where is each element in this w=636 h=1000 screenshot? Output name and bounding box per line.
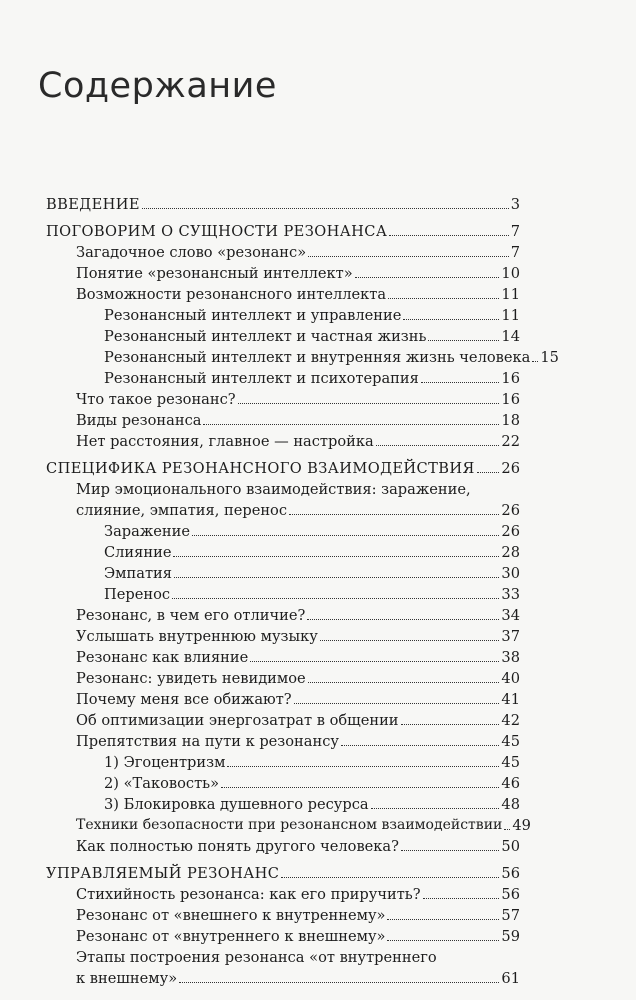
page-title: Содержание [38, 66, 277, 106]
toc-entry-page: 34 [501, 607, 520, 624]
toc-entry-title: Как полностью понять другого человека? [76, 838, 399, 855]
toc-leader-dots [203, 423, 499, 425]
toc-entry [76, 946, 437, 966]
toc-leader-dots [477, 471, 500, 473]
toc-leader-dots [281, 876, 499, 878]
toc-entry-title: ПОГОВОРИМ О СУЩНОСТИ РЕЗОНАНСА [46, 223, 388, 240]
toc-entry [104, 304, 520, 324]
toc-entry-page: 7 [510, 223, 520, 240]
toc-leader-dots [532, 360, 538, 362]
toc-leader-dots [289, 513, 499, 515]
toc-entry-page: 26 [501, 523, 520, 540]
toc-entry-title: Этапы построения резонанса «от внутреннего [76, 949, 437, 966]
toc-entry-title: Резонансный интеллект и внутренняя жизнь человека [104, 349, 531, 366]
toc-entry-page: 50 [501, 838, 520, 855]
toc-entry-title: Техники безопасности при резонансном взаимодействии [76, 817, 503, 833]
toc-leader-dots [308, 681, 500, 683]
toc-entry-page: 26 [501, 460, 520, 477]
toc-leader-dots [294, 702, 500, 704]
toc-entry [104, 793, 520, 813]
toc-entry [104, 325, 520, 345]
toc-leader-dots [401, 849, 499, 851]
toc-entry-page: 11 [501, 286, 520, 303]
toc-leader-dots [307, 618, 499, 620]
toc-leader-dots [142, 207, 509, 209]
toc-entry [104, 562, 520, 582]
toc-entry-page: 15 [540, 349, 559, 366]
toc-entry-page: 49 [512, 817, 531, 834]
toc-leader-dots [504, 828, 510, 830]
toc-entry [104, 367, 520, 387]
toc-entry-title: к внешнему» [76, 970, 178, 987]
toc-leader-dots [308, 255, 509, 257]
toc-leader-dots [192, 534, 499, 536]
toc-entry [76, 904, 520, 924]
toc-entry [104, 541, 520, 561]
toc-leader-dots [250, 660, 499, 662]
toc-entry-title: Резонанс от «внутреннего к внешнему» [76, 928, 386, 945]
toc-entry-page: 16 [501, 391, 520, 408]
toc-entry-title: Стихийность резонанса: как его приручить? [76, 886, 421, 903]
toc-entry [76, 283, 520, 303]
toc-entry-page: 16 [501, 370, 520, 387]
toc-entry [76, 814, 531, 834]
toc-leader-dots [174, 576, 499, 578]
toc-entry-page: 56 [501, 886, 520, 903]
toc-entry [104, 346, 559, 366]
toc-leader-dots [238, 402, 500, 404]
toc-entry-page: 45 [501, 754, 520, 771]
toc-leader-dots [173, 555, 499, 557]
toc-leader-dots [401, 723, 500, 725]
toc-entry-title: Мир эмоционального взаимодействия: заражение, [76, 481, 471, 498]
toc-entry-title: Резонанс от «внешнего к внутреннему» [76, 907, 386, 924]
toc-entry-title: Слияние [104, 544, 172, 561]
toc-entry-title: Резонанс как влияние [76, 649, 249, 666]
toc-entry-page: 26 [501, 502, 520, 519]
toc-entry-page: 28 [501, 544, 520, 561]
toc-leader-dots [172, 597, 499, 599]
toc-entry [76, 430, 520, 450]
toc-leader-dots [376, 444, 500, 446]
toc-entry [76, 409, 520, 429]
toc-entry-page: 59 [501, 928, 520, 945]
toc-entry-page: 11 [501, 307, 520, 324]
toc-entry-page: 61 [501, 970, 520, 987]
toc-leader-dots [179, 981, 499, 983]
toc-entry [76, 262, 520, 282]
toc-leader-dots [387, 918, 499, 920]
toc-entry-title: Загадочное слово «резонанс» [76, 244, 307, 261]
toc-entry [76, 499, 520, 519]
toc-entry-title: Резонанс, в чем его отличие? [76, 607, 306, 624]
toc-entry-title: Резонансный интеллект и управление [104, 307, 402, 324]
toc-entry-page: 42 [501, 712, 520, 729]
toc-entry-page: 10 [501, 265, 520, 282]
toc-entry-title: Нет расстояния, главное — настройка [76, 433, 374, 450]
toc-entry-page: 3 [510, 196, 520, 213]
toc-entry [76, 604, 520, 624]
toc-entry-page: 22 [501, 433, 520, 450]
toc-entry [76, 730, 520, 750]
toc-entry-title: Перенос [104, 586, 171, 603]
toc-entry [76, 688, 520, 708]
toc-entry-page: 57 [501, 907, 520, 924]
toc-leader-dots [423, 897, 500, 899]
toc-entry-page: 38 [501, 649, 520, 666]
toc-entry-title: 2) «Таковость» [104, 775, 220, 792]
toc-entry-title: Резонансный интеллект и психотерапия [104, 370, 419, 387]
toc-entry-page: 56 [501, 865, 520, 882]
toc-entry [76, 388, 520, 408]
toc-entry [46, 193, 520, 213]
toc-leader-dots [320, 639, 500, 641]
toc-entry-title: 3) Блокировка душевного ресурса [104, 796, 369, 813]
toc-entry [46, 457, 520, 477]
toc-entry-page: 46 [501, 775, 520, 792]
toc-entry-title: Возможности резонансного интеллекта [76, 286, 387, 303]
toc-entry-page: 48 [501, 796, 520, 813]
toc-entry [76, 967, 520, 987]
toc-entry [46, 862, 520, 882]
toc-leader-dots [371, 807, 500, 809]
toc-entry-page: 18 [501, 412, 520, 429]
toc-entry [76, 835, 520, 855]
toc-entry [76, 646, 520, 666]
toc-entry [76, 625, 520, 645]
toc-entry [76, 925, 520, 945]
toc-entry-title: Услышать внутреннюю музыку [76, 628, 318, 645]
toc-entry [104, 751, 520, 771]
toc-leader-dots [341, 744, 499, 746]
toc-entry [76, 478, 471, 498]
toc-entry-title: Резонанс: увидеть невидимое [76, 670, 306, 687]
toc-entry-page: 33 [501, 586, 520, 603]
toc-entry [46, 220, 520, 240]
toc-entry [104, 583, 520, 603]
toc-entry [76, 241, 520, 261]
toc-entry-title: Эмпатия [104, 565, 172, 582]
toc-leader-dots [428, 339, 499, 341]
toc-entry-page: 40 [501, 670, 520, 687]
toc-leader-dots [387, 939, 499, 941]
toc-entry [76, 667, 520, 687]
toc-entry-title: ВВЕДЕНИЕ [46, 196, 140, 213]
toc-entry-title: Почему меня все обижают? [76, 691, 292, 708]
toc-entry [104, 772, 520, 792]
toc-leader-dots [355, 276, 500, 278]
toc-entry-page: 14 [501, 328, 520, 345]
toc-leader-dots [388, 297, 499, 299]
toc-entry-title: слияние, эмпатия, перенос [76, 502, 288, 519]
toc-entry-title: УПРАВЛЯЕМЫЙ РЕЗОНАНС [46, 865, 280, 882]
toc-entry [104, 520, 520, 540]
toc-entry-title: Что такое резонанс? [76, 391, 236, 408]
toc-entry-title: СПЕЦИФИКА РЕЗОНАНСНОГО ВЗАИМОДЕЙСТВИЯ [46, 460, 475, 477]
toc-entry [76, 709, 520, 729]
toc-entry-title: Заражение [104, 523, 190, 540]
toc-entry-page: 45 [501, 733, 520, 750]
toc-leader-dots [221, 786, 499, 788]
toc-entry-title: Виды резонанса [76, 412, 202, 429]
toc-leader-dots [421, 381, 500, 383]
toc-entry-title: Понятие «резонансный интеллект» [76, 265, 353, 282]
toc-leader-dots [403, 318, 499, 320]
toc-entry-page: 7 [510, 244, 520, 261]
toc-entry-page: 41 [501, 691, 520, 708]
toc-entry-title: Об оптимизации энергозатрат в общении [76, 712, 399, 729]
toc-entry-page: 30 [501, 565, 520, 582]
toc-entry-title: Резонансный интеллект и частная жизнь [104, 328, 427, 345]
toc-leader-dots [227, 765, 499, 767]
toc-entry-page: 37 [501, 628, 520, 645]
toc-entry-title: 1) Эгоцентризм [104, 754, 226, 771]
toc-entry-title: Препятствия на пути к резонансу [76, 733, 339, 750]
toc-entry [76, 883, 520, 903]
toc-leader-dots [389, 234, 508, 236]
